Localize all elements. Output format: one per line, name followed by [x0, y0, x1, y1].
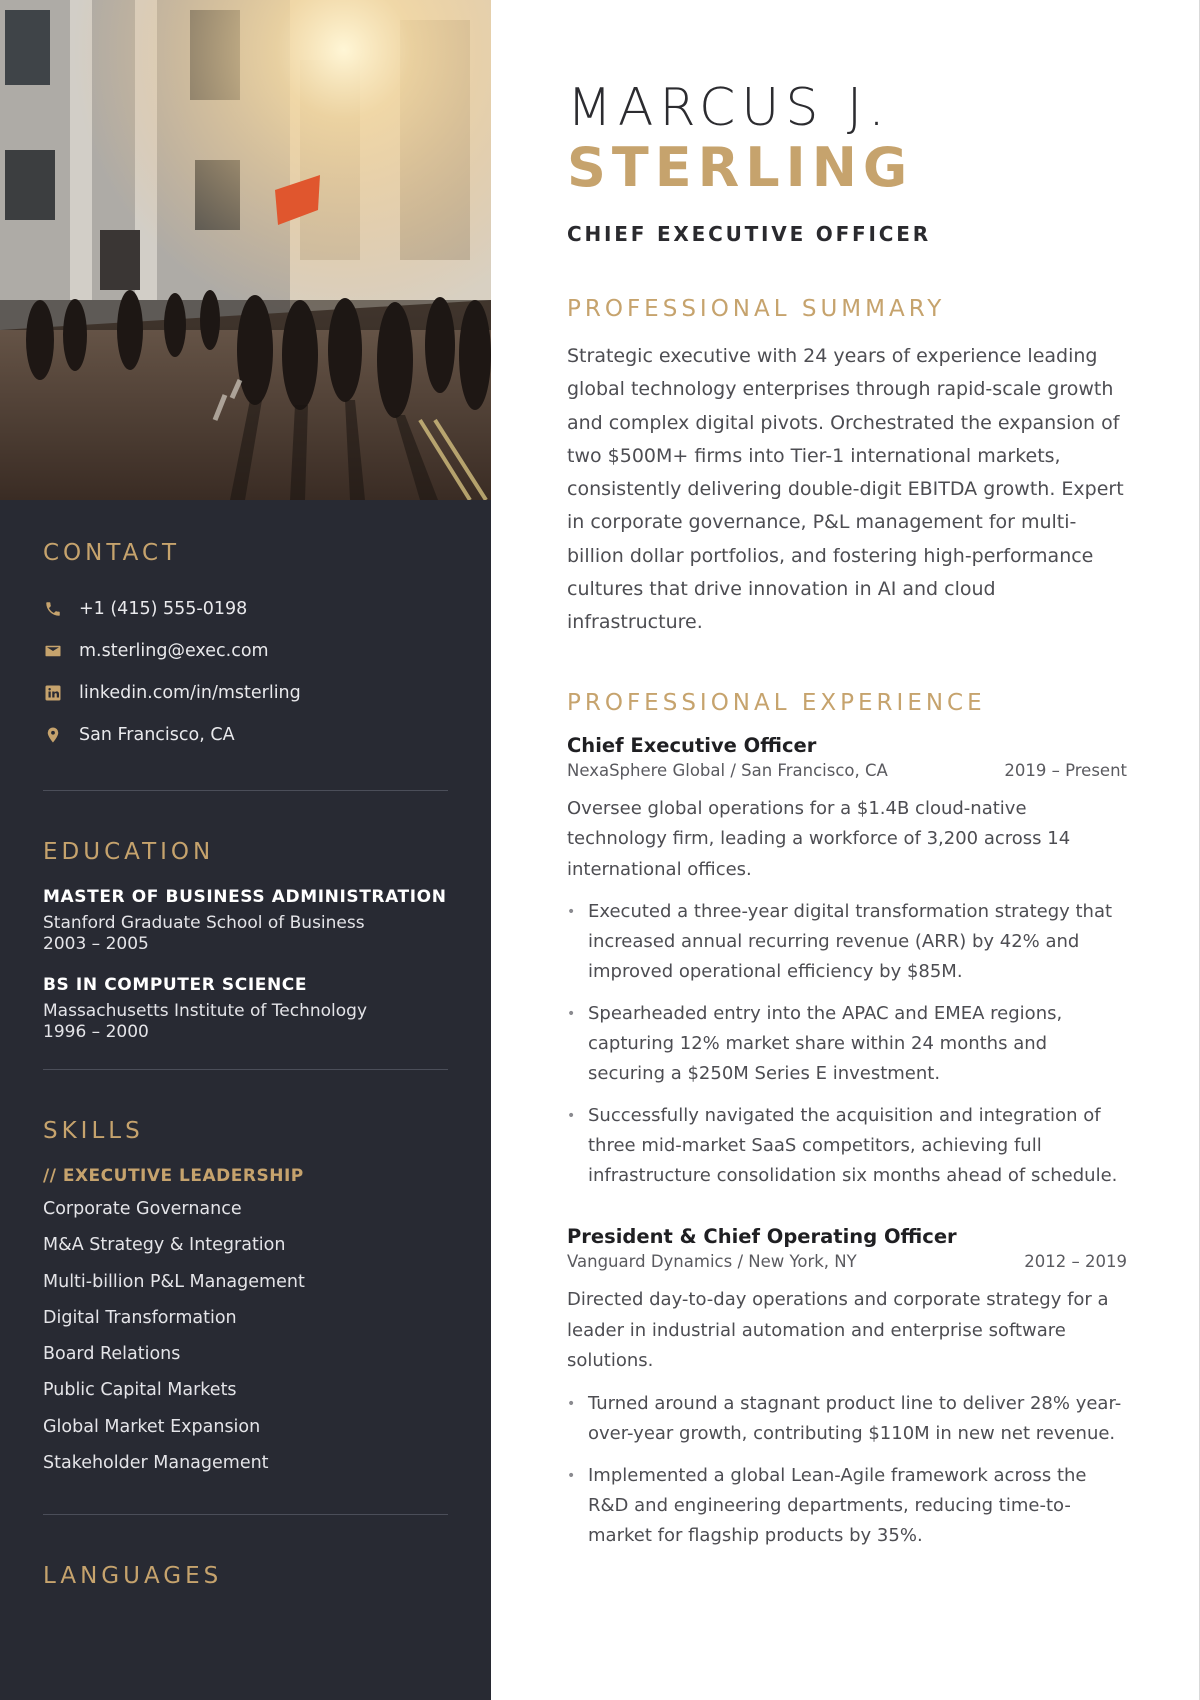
skill-item: Corporate Governance — [43, 1199, 242, 1219]
contact-linkedin[interactable] — [43, 672, 448, 714]
contact-list — [43, 588, 448, 756]
skills-list — [43, 1198, 448, 1488]
experience-bullet: • Successfully navigated the acquisition and integration of three mid-market SaaS competitors, achieving full infrastructure consolidation six months ahead of schedule. — [567, 1101, 1127, 1191]
phone-icon — [43, 599, 63, 619]
job-title: CHIEF EXECUTIVE OFFICER — [567, 222, 931, 246]
contact-location-text: San Francisco, CA — [79, 725, 235, 745]
experience-item — [567, 734, 1127, 1192]
mail-icon — [43, 641, 63, 661]
skill-item: Global Market Expansion — [43, 1416, 261, 1437]
experience-description: Directed day-to-day operations and corporate strategy for a leader in industrial automation and enterprise software solutions. — [567, 1289, 1109, 1372]
experience-bullet: • Spearheaded entry into the APAC and EMEA regions, capturing 12% market share within 24 months and securing a $250M Series E investment. — [567, 999, 1127, 1089]
experience-bullets — [567, 1389, 1127, 1551]
last-name: STERLING — [567, 136, 914, 199]
skill-item: Digital Transformation — [43, 1307, 237, 1328]
education-item — [43, 887, 448, 955]
education-item — [43, 975, 448, 1043]
education-degree: BS IN COMPUTER SCIENCE — [43, 975, 308, 995]
summary-heading: PROFESSIONAL SUMMARY — [567, 296, 946, 322]
skill-item: M&A Strategy & Integration — [43, 1235, 286, 1256]
contact-heading: CONTACT — [43, 540, 181, 566]
sidebar — [0, 0, 491, 1700]
city-street-photo — [0, 0, 491, 500]
education-years: 1996 – 2000 — [43, 1022, 149, 1042]
experience-role: Chief Executive Officer — [567, 733, 817, 757]
experience-dates: 2012 – 2019 — [1024, 1252, 1127, 1272]
experience-description: Oversee global operations for a $1.4B cloud-native technology firm, leading a workforce of 3,200 across 14 international offices. — [567, 797, 1071, 880]
contact-email[interactable] — [43, 630, 448, 672]
experience-bullet: • Executed a three-year digital transformation strategy that increased annual recurring revenue (ARR) by 42% and improved operational efficiency by $85M. — [567, 897, 1127, 987]
divider — [43, 790, 448, 791]
experience-item — [567, 1225, 1127, 1551]
languages-heading: LANGUAGES — [43, 1563, 223, 1590]
location-pin-icon — [43, 725, 63, 745]
education-heading: EDUCATION — [43, 839, 215, 865]
first-name: MARCUS J. — [567, 78, 891, 138]
experience-company: Vanguard Dynamics / New York, NY — [567, 1252, 857, 1272]
summary-text: Strategic executive with 24 years of experience leading global technology enterprises through rapid-scale growth and complex digital pivots. Orchestrated the expansion of two $500M+ firms into Tier-1 international markets, consistently delivering double-digit EBITDA growth. Expert in corporate governance, P&L management for multi-billion dollar portfolios, and fostering high-performance cultures that drive innovation in AI and cloud infrastructure. — [567, 345, 1124, 634]
experience-bullet: • Implemented a global Lean-Agile framework across the R&D and engineering departments, reducing time-to-market for flagship products by 35%. — [567, 1461, 1127, 1551]
contact-linkedin-text: linkedin.com/in/msterling — [79, 683, 301, 703]
experience-bullet: • Turned around a stagnant product line to deliver 28% year-over-year growth, contributing $110M in new net revenue. — [567, 1389, 1127, 1449]
experience-role: President & Chief Operating Officer — [567, 1225, 957, 1249]
education-years: 2003 – 2005 — [43, 934, 149, 954]
main-content — [491, 0, 1199, 1700]
education-degree: MASTER OF BUSINESS ADMINISTRATION — [43, 887, 447, 907]
experience-dates: 2019 – Present — [1004, 760, 1127, 780]
divider — [43, 1069, 448, 1070]
experience-meta — [567, 1252, 1127, 1271]
contact-email-text: m.sterling@exec.com — [79, 641, 269, 661]
linkedin-icon — [43, 683, 63, 703]
contact-location — [43, 714, 448, 756]
experience-company: NexaSphere Global / San Francisco, CA — [567, 760, 888, 780]
skill-item: Board Relations — [43, 1344, 181, 1365]
skills-heading: SKILLS — [43, 1118, 144, 1144]
skill-item: Multi-billion P&L Management — [43, 1271, 305, 1292]
divider — [43, 1514, 448, 1515]
skill-item: Public Capital Markets — [43, 1380, 237, 1401]
experience-bullets — [567, 897, 1127, 1191]
experience-heading: PROFESSIONAL EXPERIENCE — [567, 689, 986, 716]
skill-item: Stakeholder Management — [43, 1453, 269, 1474]
experience-meta — [567, 761, 1127, 780]
contact-phone-text: +1 (415) 555-0198 — [79, 599, 248, 619]
contact-phone[interactable] — [43, 588, 448, 630]
skills-category: // EXECUTIVE LEADERSHIP — [43, 1166, 304, 1186]
education-school: Massachusetts Institute of Technology — [43, 1001, 368, 1021]
education-school: Stanford Graduate School of Business — [43, 913, 365, 933]
